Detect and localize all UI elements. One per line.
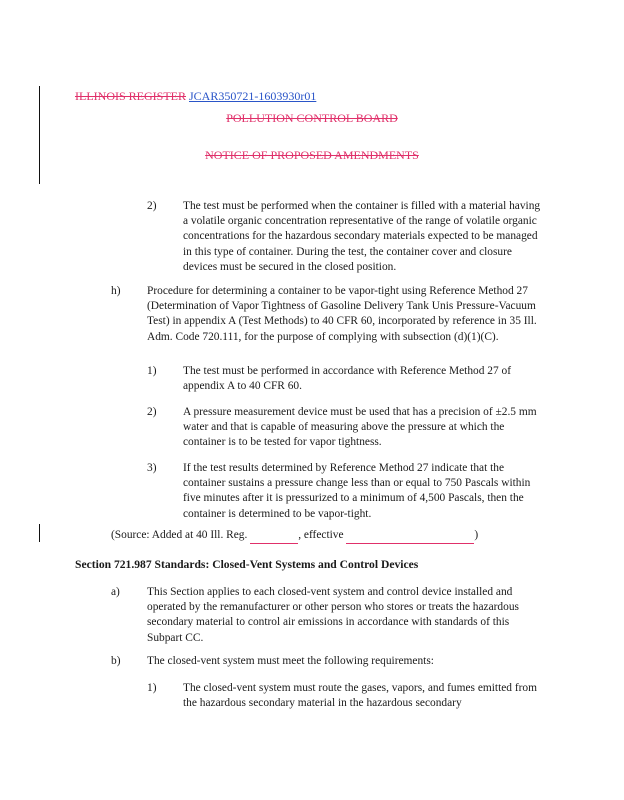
register-header — [75, 89, 316, 104]
item-h3-number: 3) — [147, 462, 157, 474]
item-h-text: Procedure for determining a container to be vapor-tight using Reference Method 27 (Determination of Vapor Tightness of Gasoline Delivery Tank Unis Pressure-Vacuum Test) in appendix A (Test Methods) to 40 CFR 60, incorporated by reference in 35 Ill. Adm. Code 720.111, for the purpose of complying with subsection (d)(1)(C). — [147, 285, 537, 343]
item-h2-number: 2) — [147, 406, 157, 418]
section-item-a-text: This Section applies to each closed-vent system and control device installed and operated by the remanufacturer or other person who stores or treats the hazardous secondary material to control air emissions in accordance with standards of this Subpart CC. — [147, 586, 519, 644]
section-item-b-number: b) — [111, 655, 121, 667]
notice-title: NOTICE OF PROPOSED AMENDMENTS — [205, 148, 419, 162]
source-blank-register — [250, 528, 298, 544]
source-note: (Source: Added at 40 Ill. Reg. , effective ) — [111, 528, 478, 544]
item-h3-text: If the test results determined by Reference Method 27 indicate that the container sustains a pressure change less than or equal to 750 Pascals within five minutes after it is pressurized to a minimum of 4,500 Pascals, then the container is determined to be vapor-tight. — [183, 462, 531, 520]
board-title: POLLUTION CONTROL BOARD — [226, 111, 398, 125]
source-blank-effective — [346, 528, 474, 544]
register-inserted: JCAR350721-1603930r01 — [189, 89, 317, 103]
item-h-number: h) — [111, 285, 121, 297]
register-struck: ILLINOIS REGISTER — [75, 89, 186, 103]
change-bar-source — [39, 524, 40, 542]
item-2-top-number: 2) — [147, 200, 157, 212]
section-item-b1-text: The closed-vent system must route the gases, vapors, and fumes emitted from the hazardous secondary material in the hazardous secondary — [183, 682, 537, 710]
item-h2-text: A pressure measurement device must be used that has a precision of ±2.5 mm water and that is capable of measuring above the pressure at which the container is to be tested for vapor tightness. — [183, 406, 537, 449]
change-bar-header — [39, 86, 40, 184]
item-2-top-text: The test must be performed when the container is filled with a material having a volatile organic concentration representative of the range of volatile organic concentrations for the hazardous secondary materials expected to be managed in this type of container. During the test, the container cover and closure devices must be secured in the closed position. — [183, 200, 541, 273]
item-h1-number: 1) — [147, 365, 157, 377]
item-h1-text: The test must be performed in accordance with Reference Method 27 of appendix A to 40 CFR 60. — [183, 365, 511, 393]
section-heading: Section 721.987 Standards: Closed-Vent Systems and Control Devices — [75, 558, 419, 571]
section-item-b-text: The closed-vent system must meet the following requirements: — [147, 655, 434, 667]
section-item-b1-number: 1) — [147, 682, 157, 694]
section-item-a-number: a) — [111, 586, 120, 598]
